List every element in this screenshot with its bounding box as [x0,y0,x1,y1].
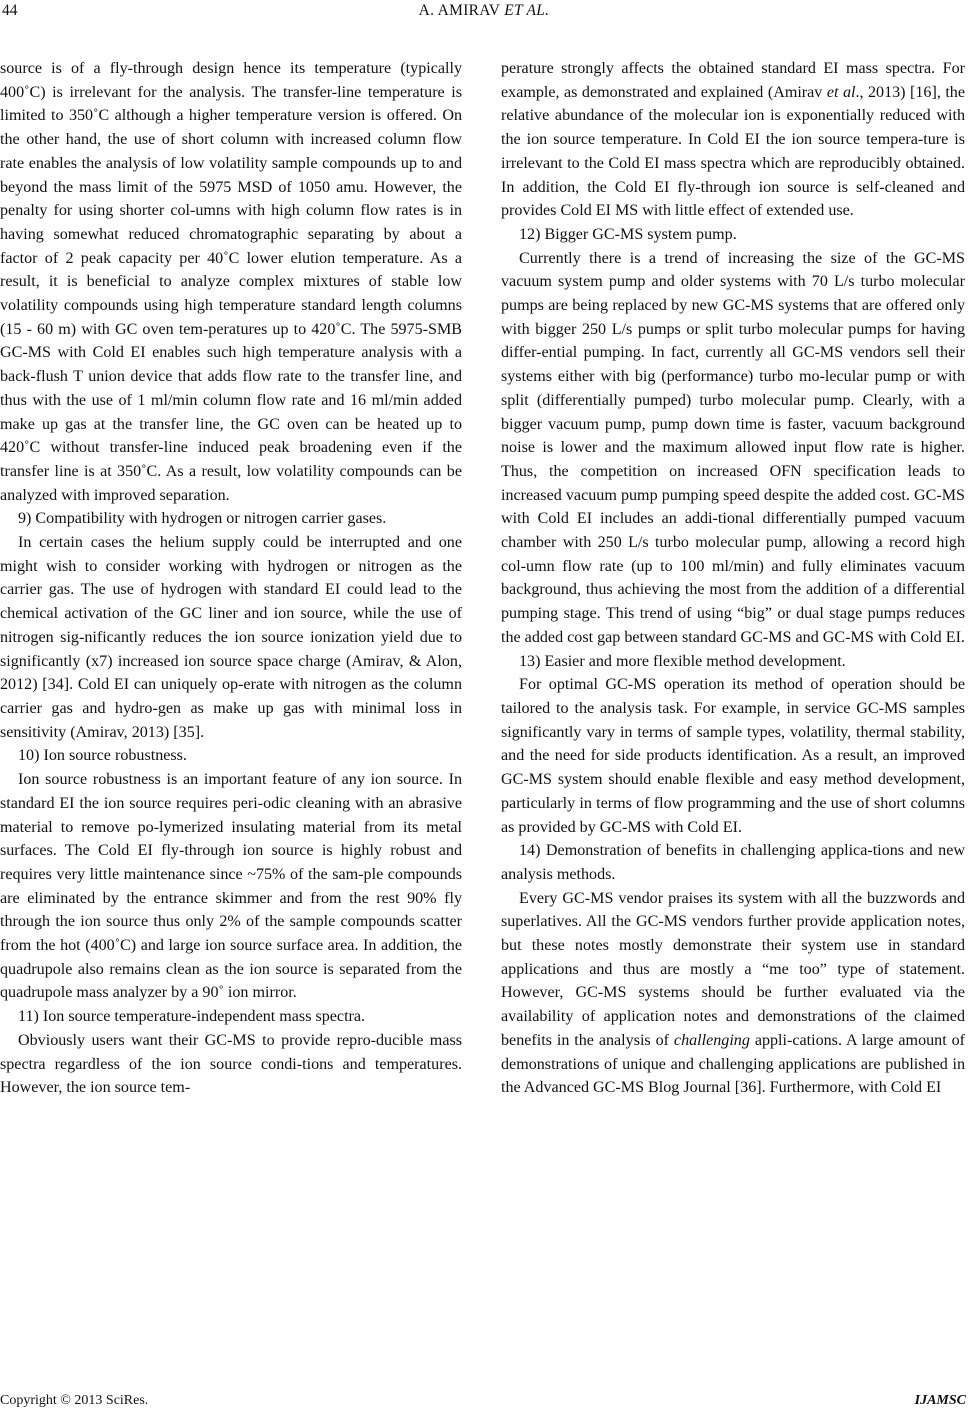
journal-name: IJAMSC [914,1393,966,1408]
italic-text: et al [826,83,856,101]
section-heading: 14) Demonstration of benefits in challenging applica-tions and new analysis methods. [501,842,965,883]
paragraph: For optimal GC-MS operation its method of operation should be tailored to the analysis task. For example, in service GC-MS samples significantly vary in terms of sample types, volatility, thermal stability, and the need for side products identification. As a result, an improved GC-MS system should enable flexible and easy method development, particularly in terms of flow programming and the use of short columns as provided by GC-MS with Cold EI. [501,676,965,836]
paragraph: In certain cases the helium supply could be interrupted and one might wish to consider working with hydrogen or nitrogen as the carrier gas. The use of hydrogen with standard EI could lead to the chemical activation of the GC liner and ion source, while the use of nitrogen sig-nificantly reduces the ion source ionization yield due to significantly (x7) increased ion source space charge (Amirav, & Alon, 2012) [34]. Cold EI can uniquely op-erate with nitrogen as the column carrier gas and hydro-gen as make up gas with minimal loss in sensitivity (Amirav, 2013) [35]. [0,534,462,741]
section-heading: 12) Bigger GC-MS system pump. [519,225,737,243]
running-head [0,2,968,20]
text-run: perature strongly affects the obtained standard EI mass spectra. For example, as demonstrated and explained (Amirav [501,60,965,101]
section-heading: 10) Ion source robustness. [18,747,187,765]
paragraph: source is of a fly-through design hence its temperature (typically 400˚C) is irrelevant for the analysis. The transfer-line temperature is limited to 350˚C although a higher temperature version is offered. On the other hand, the use of short column with increased column flow rate enables the analysis of low volatility sample compounds up to and beyond the mass limit of the 5975 MSD of 1050 amu. However, the penalty for using shorter col-umns with high column flow rates is in having somewhat reduced chromatographic separating by about a factor of 2 peak capacity per 40˚C lower elution temperature. As a result, it is beneficial to analyze complex mixtures of stable low volatility compounds using high temperature standard length columns (15 - 60 m) with GC oven tem-peratures up to 420˚C. The 5975-SMB GC-MS with Cold EI enables such high temperature analysis with a back-flush T union device that adds flow rate to the transfer line, and thus with the use of 1 ml/min column flow rate and 16 ml/min added make up gas at the transfer line, the GC oven can be heated up to 420˚C without transfer-line induced peak broadening even if the transfer line is at 350˚C. As a result, low volatility compounds can be analyzed with improved separation. [0,60,462,504]
paragraph [501,57,965,223]
running-head-authors: A. AMIRAV [418,2,500,19]
running-head-etal: ET AL. [504,2,550,19]
section-heading: 13) Easier and more flexible method development. [519,652,846,670]
paragraph: Ion source robustness is an important feature of any ion source. In standard EI the ion source requires peri-odic cleaning with an abrasive material to remove po-lymerized insulating material from its metal surfaces. The Cold EI fly-through ion source is highly robust and requires very little maintenance since ~75% of the sam-ple compounds are eliminated by the entrance skimmer and from the rest 90% fly through the ion source thus only 2% of the sample compounds scatter from the hot (400˚C) and large ion source surface area. In addition, the quadrupole also remains clean as the ion source is separated from the quadrupole mass analyzer by a 90˚ ion mirror. [0,771,462,1002]
left-column [0,57,462,1100]
paragraph: Currently there is a trend of increasing the size of the GC-MS vacuum system pump and older systems with 70 L/s turbo molecular pumps are being replaced by new GC-MS systems that are offered only with bigger 250 L/s pumps or split turbo molecular pumps for having differ-ential pumping. In fact, currently all GC-MS vendors sell their systems either with big (performance) turbo mo-lecular pump or with split (differentially pumped) turbo molecular pump. Clearly, with a bigger vacuum pump, pump down time is faster, vacuum background noise is lower and the maximum allowed input flow rate is higher. Thus, the competition on increased OFN specification leads to increased vacuum pump pumping speed despite the added cost. GC-MS with Cold EI includes an addi-tional differentially pumped vacuum chamber with 250 L/s turbo molecular pump, allowing a record high col-umn flow rate (up to 100 ml/min) and fully eliminates vacuum background, thus achieving the most from the addition of a differential pumping stage. This trend of using “big” or dual stage pumps reduces the added cost gap between standard GC-MS and GC-MS with Cold EI. [501,249,965,646]
text-run: appli-cations. A large amount of demonstrations of unique and challenging applications are published in the Advanced GC-MS Blog Journal [36]. Furthermore, with Cold EI [501,1031,965,1097]
paragraph: Obviously users want their GC-MS to provide repro-ducible mass spectra regardless of the ion source condi-tions and temperatures. However, the ion source tem- [0,1031,462,1097]
section-heading: 9) Compatibility with hydrogen or nitrogen carrier gases. [18,510,387,528]
text-run: Every GC-MS vendor praises its system with all the buzzwords and superlatives. All the GC-MS vendors further provide application notes, but these notes mostly demonstrate their system use in standard applications and thus are mostly a “me too” type of statement. However, GC-MS systems should be further evaluated via the availability of application notes and demonstrations of the claimed benefits in the analysis of [501,889,965,1049]
copyright-notice: Copyright © 2013 SciRes. [0,1393,149,1408]
italic-text: challenging [673,1031,750,1049]
right-column [501,57,965,1100]
text-run: ., 2013) [16], the relative abundance of the molecular ion is exponentially reduced with the ion source temperature. In Cold EI the ion source tempera-ture is irrelevant to the Cold EI mass spectra which are reproducibly obtained. In addition, the Cold EI fly-through ion source is self-cleaned and provides Cold EI MS with little effect of extended use. [501,83,965,220]
page-number: 44 [2,2,18,19]
page-header [0,2,968,24]
paragraph [501,887,965,1100]
section-heading: 11) Ion source temperature-independent mass spectra. [18,1008,366,1026]
